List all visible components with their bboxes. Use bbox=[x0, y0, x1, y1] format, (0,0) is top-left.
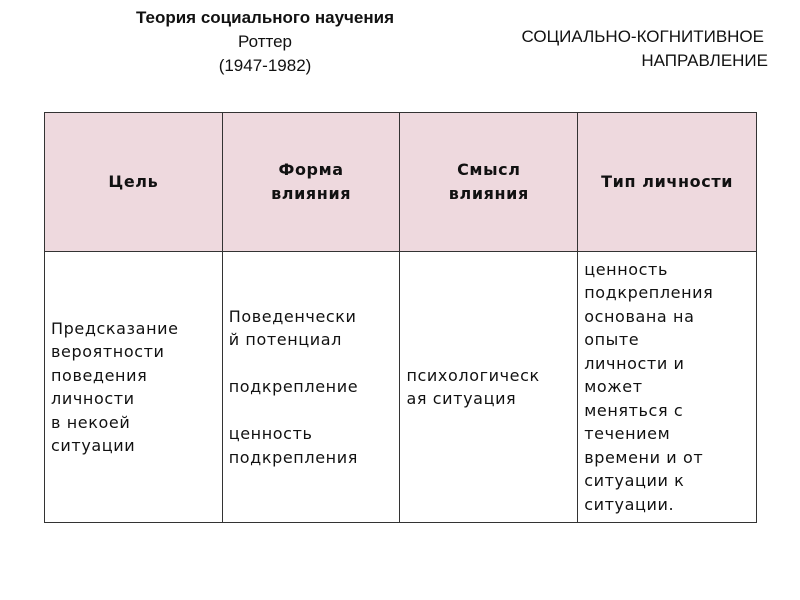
header-cell-goal bbox=[45, 113, 223, 252]
years-range: (1947-1982) bbox=[218, 56, 312, 75]
direction-line-1: СОЦИАЛЬНО-КОГНИТИВНОЕ bbox=[521, 27, 764, 46]
header-personality-label: Тип личности bbox=[601, 172, 734, 191]
author-name: Роттер bbox=[238, 32, 292, 51]
cell-form bbox=[222, 252, 400, 523]
cell-goal-text: Предсказание вероятности поведения личности в некоей ситуации bbox=[51, 318, 179, 455]
cell-personality-text: ценность подкрепления основана на опыте личности и может меняться с течением времени и от ситуации к ситуации. bbox=[584, 259, 714, 514]
direction-heading bbox=[470, 25, 768, 73]
table-header-row bbox=[45, 113, 757, 252]
header-goal-label: Цель bbox=[108, 172, 159, 191]
header-form-label: Форма влияния bbox=[271, 160, 352, 203]
table-row bbox=[45, 252, 757, 523]
slide-title: Теория социального научения bbox=[135, 8, 395, 27]
cell-goal bbox=[45, 252, 223, 523]
header-cell-personality bbox=[578, 113, 757, 252]
theory-table bbox=[44, 112, 757, 523]
header-cell-form bbox=[222, 113, 400, 252]
cell-form-text: Поведенчески й потенциал подкрепление ценность подкрепления bbox=[228, 306, 359, 467]
cell-meaning-text: психологическ ая ситуация bbox=[406, 365, 540, 408]
cell-personality bbox=[578, 252, 757, 523]
direction-line-2: НАПРАВЛЕНИЕ bbox=[641, 51, 768, 70]
header-meaning-label: Смысл влияния bbox=[448, 160, 529, 203]
title-block bbox=[95, 6, 435, 78]
cell-meaning bbox=[400, 252, 578, 523]
header-cell-meaning bbox=[400, 113, 578, 252]
